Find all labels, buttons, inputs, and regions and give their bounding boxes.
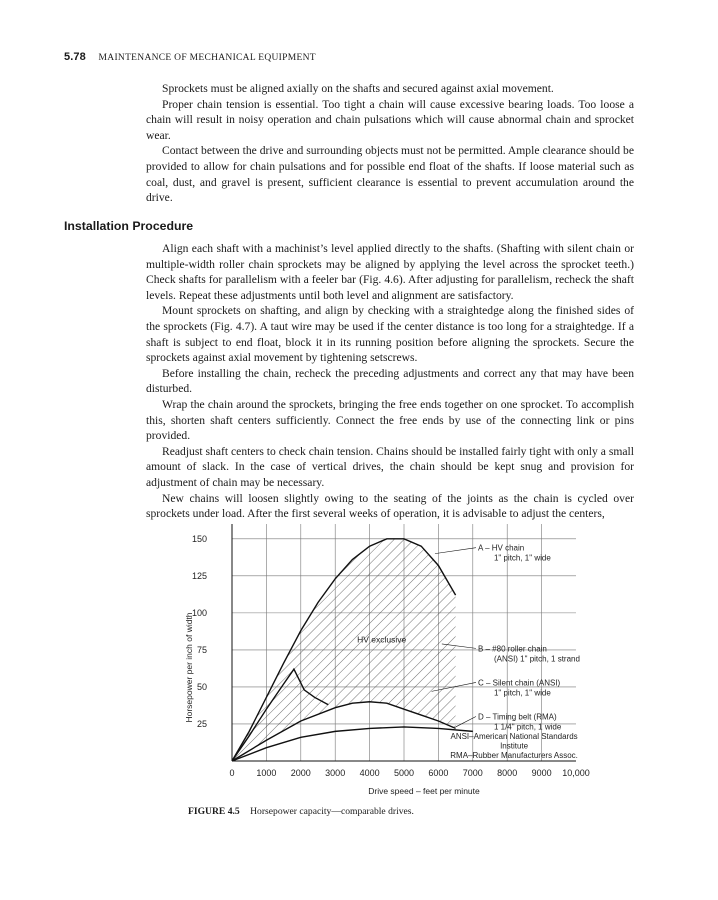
paragraph: Proper chain tension is essential. Too tight a chain will cause excessive bearing loads. Too loose a chain will result in noisy operation and chain pulsations which will cause abnormal chain and sprocket wear. bbox=[146, 97, 634, 142]
paragraph: Sprockets must be aligned axially on the shafts and secured against axial movement. bbox=[162, 82, 554, 95]
y-tick-label: 25 bbox=[196, 718, 207, 729]
x-tick-label: 8000 bbox=[497, 768, 518, 778]
chart-footnote: RMA–Rubber Manufacturers Assoc. bbox=[450, 750, 578, 760]
x-tick-label: 7000 bbox=[462, 768, 483, 778]
paragraph: Before installing the chain, recheck the preceding adjustments and correct any that may have been disturbed. bbox=[146, 366, 634, 396]
series-label-C: C – Silent chain (ANSI) bbox=[477, 678, 561, 688]
series-label-A: A – HV chain bbox=[477, 543, 525, 553]
y-axis-title: Horsepower per inch of width bbox=[184, 612, 194, 723]
y-tick-label: 150 bbox=[191, 533, 207, 544]
running-title: MAINTENANCE OF MECHANICAL EQUIPMENT bbox=[98, 53, 316, 63]
x-tick-label: 3000 bbox=[325, 768, 346, 778]
x-tick-label: 5000 bbox=[393, 768, 415, 778]
paragraph: Mount sprockets on shafting, and align by checking with a straightedge along the finished sides of the sprockets (Fig. 4.7). A taut wire may be used if the center distance is too long for a straightedge. If a shaft is subject to end float, block it in its running position before aligning the sprockets. Secure the sprockets against axial movement by tightening setscrews. bbox=[146, 304, 634, 365]
y-tick-label: 75 bbox=[196, 644, 207, 655]
section-heading: Installation Procedure bbox=[64, 219, 194, 233]
figure-caption-text: Horsepower capacity—comparable drives. bbox=[250, 806, 414, 817]
x-tick-label: 6000 bbox=[428, 768, 449, 778]
x-tick-label: 10,000 bbox=[562, 768, 590, 778]
paragraph: Align each shaft with a machinist’s level applied directly to the shafts. (Shafting with silent chain or multiple-width roller chain sprockets may be aligned by applying the level across the sprocket teeth.) Check shafts for parallelism with a feeler bar (Fig. 4.6). After adjusting for parallelism, recheck the shaft levels. Repeat these adjustments until both level and alignment are satisfactory. bbox=[146, 242, 634, 302]
series-spec-A: 1" pitch, 1" wide bbox=[493, 553, 551, 563]
x-tick-label: 4000 bbox=[359, 768, 380, 778]
series-spec-B: (ANSI) 1" pitch, 1 strand bbox=[493, 654, 580, 664]
series-spec-D: 1 1/4" pitch, 1 wide bbox=[493, 722, 562, 732]
figure-caption bbox=[188, 806, 414, 817]
paragraph: Readjust shaft centers to check chain tension. Chains should be installed fairly tight with only a small amount of slack. In the case of vertical drives, the chain should be kept snug and provision for adjustment of chain may be necessary. bbox=[146, 444, 634, 489]
figure-label: FIGURE 4.5 bbox=[188, 806, 240, 817]
running-head bbox=[64, 51, 316, 63]
leader-line bbox=[435, 548, 476, 554]
paragraph: New chains will loosen slightly owing to the seating of the joints as the chain is cycled over sprockets under load. After the first several weeks of operation, it is advisable to adjust the centers, bbox=[146, 491, 634, 521]
x-tick-label: 9000 bbox=[531, 768, 552, 778]
x-tick-label: 1000 bbox=[256, 768, 277, 778]
x-axis-title: Drive speed – feet per minute bbox=[368, 786, 480, 796]
y-tick-label: 50 bbox=[196, 681, 207, 692]
horsepower-chart bbox=[150, 516, 600, 801]
region-label: HV exclusive bbox=[357, 634, 407, 645]
series-label-B: B – #80 roller chain bbox=[477, 644, 547, 654]
paragraph: Wrap the chain around the sprockets, bringing the free ends together on one sprocket. To accomplish this, shorten shaft centers sufficiently. Connect the free ends by use of the connecting link or pins provided. bbox=[146, 397, 634, 443]
series-label-D: D – Timing belt (RMA) bbox=[477, 712, 557, 722]
y-tick-label: 100 bbox=[191, 607, 207, 618]
series-spec-C: 1" pitch, 1" wide bbox=[493, 688, 551, 698]
paragraph: Contact between the drive and surrounding objects must not be permitted. Ample clearance should be provided to allow for chain pulsations and for possible end float of the shafts. If loose material such as coal, dust, and gravel is present, sufficient clearance is essential to prevent accumulation around the drive. bbox=[146, 144, 634, 205]
intro-text bbox=[146, 81, 634, 206]
x-tick-label: 2000 bbox=[290, 768, 311, 778]
horsepower-figure bbox=[150, 516, 600, 806]
installation-text bbox=[146, 241, 634, 522]
x-tick-label: 0 bbox=[229, 768, 235, 778]
chart-footnote: Institute bbox=[500, 741, 529, 751]
page-number: 5.78 bbox=[64, 51, 86, 63]
chart-footnote: ANSI–American National Standards bbox=[450, 731, 578, 741]
y-tick-label: 125 bbox=[191, 570, 207, 581]
